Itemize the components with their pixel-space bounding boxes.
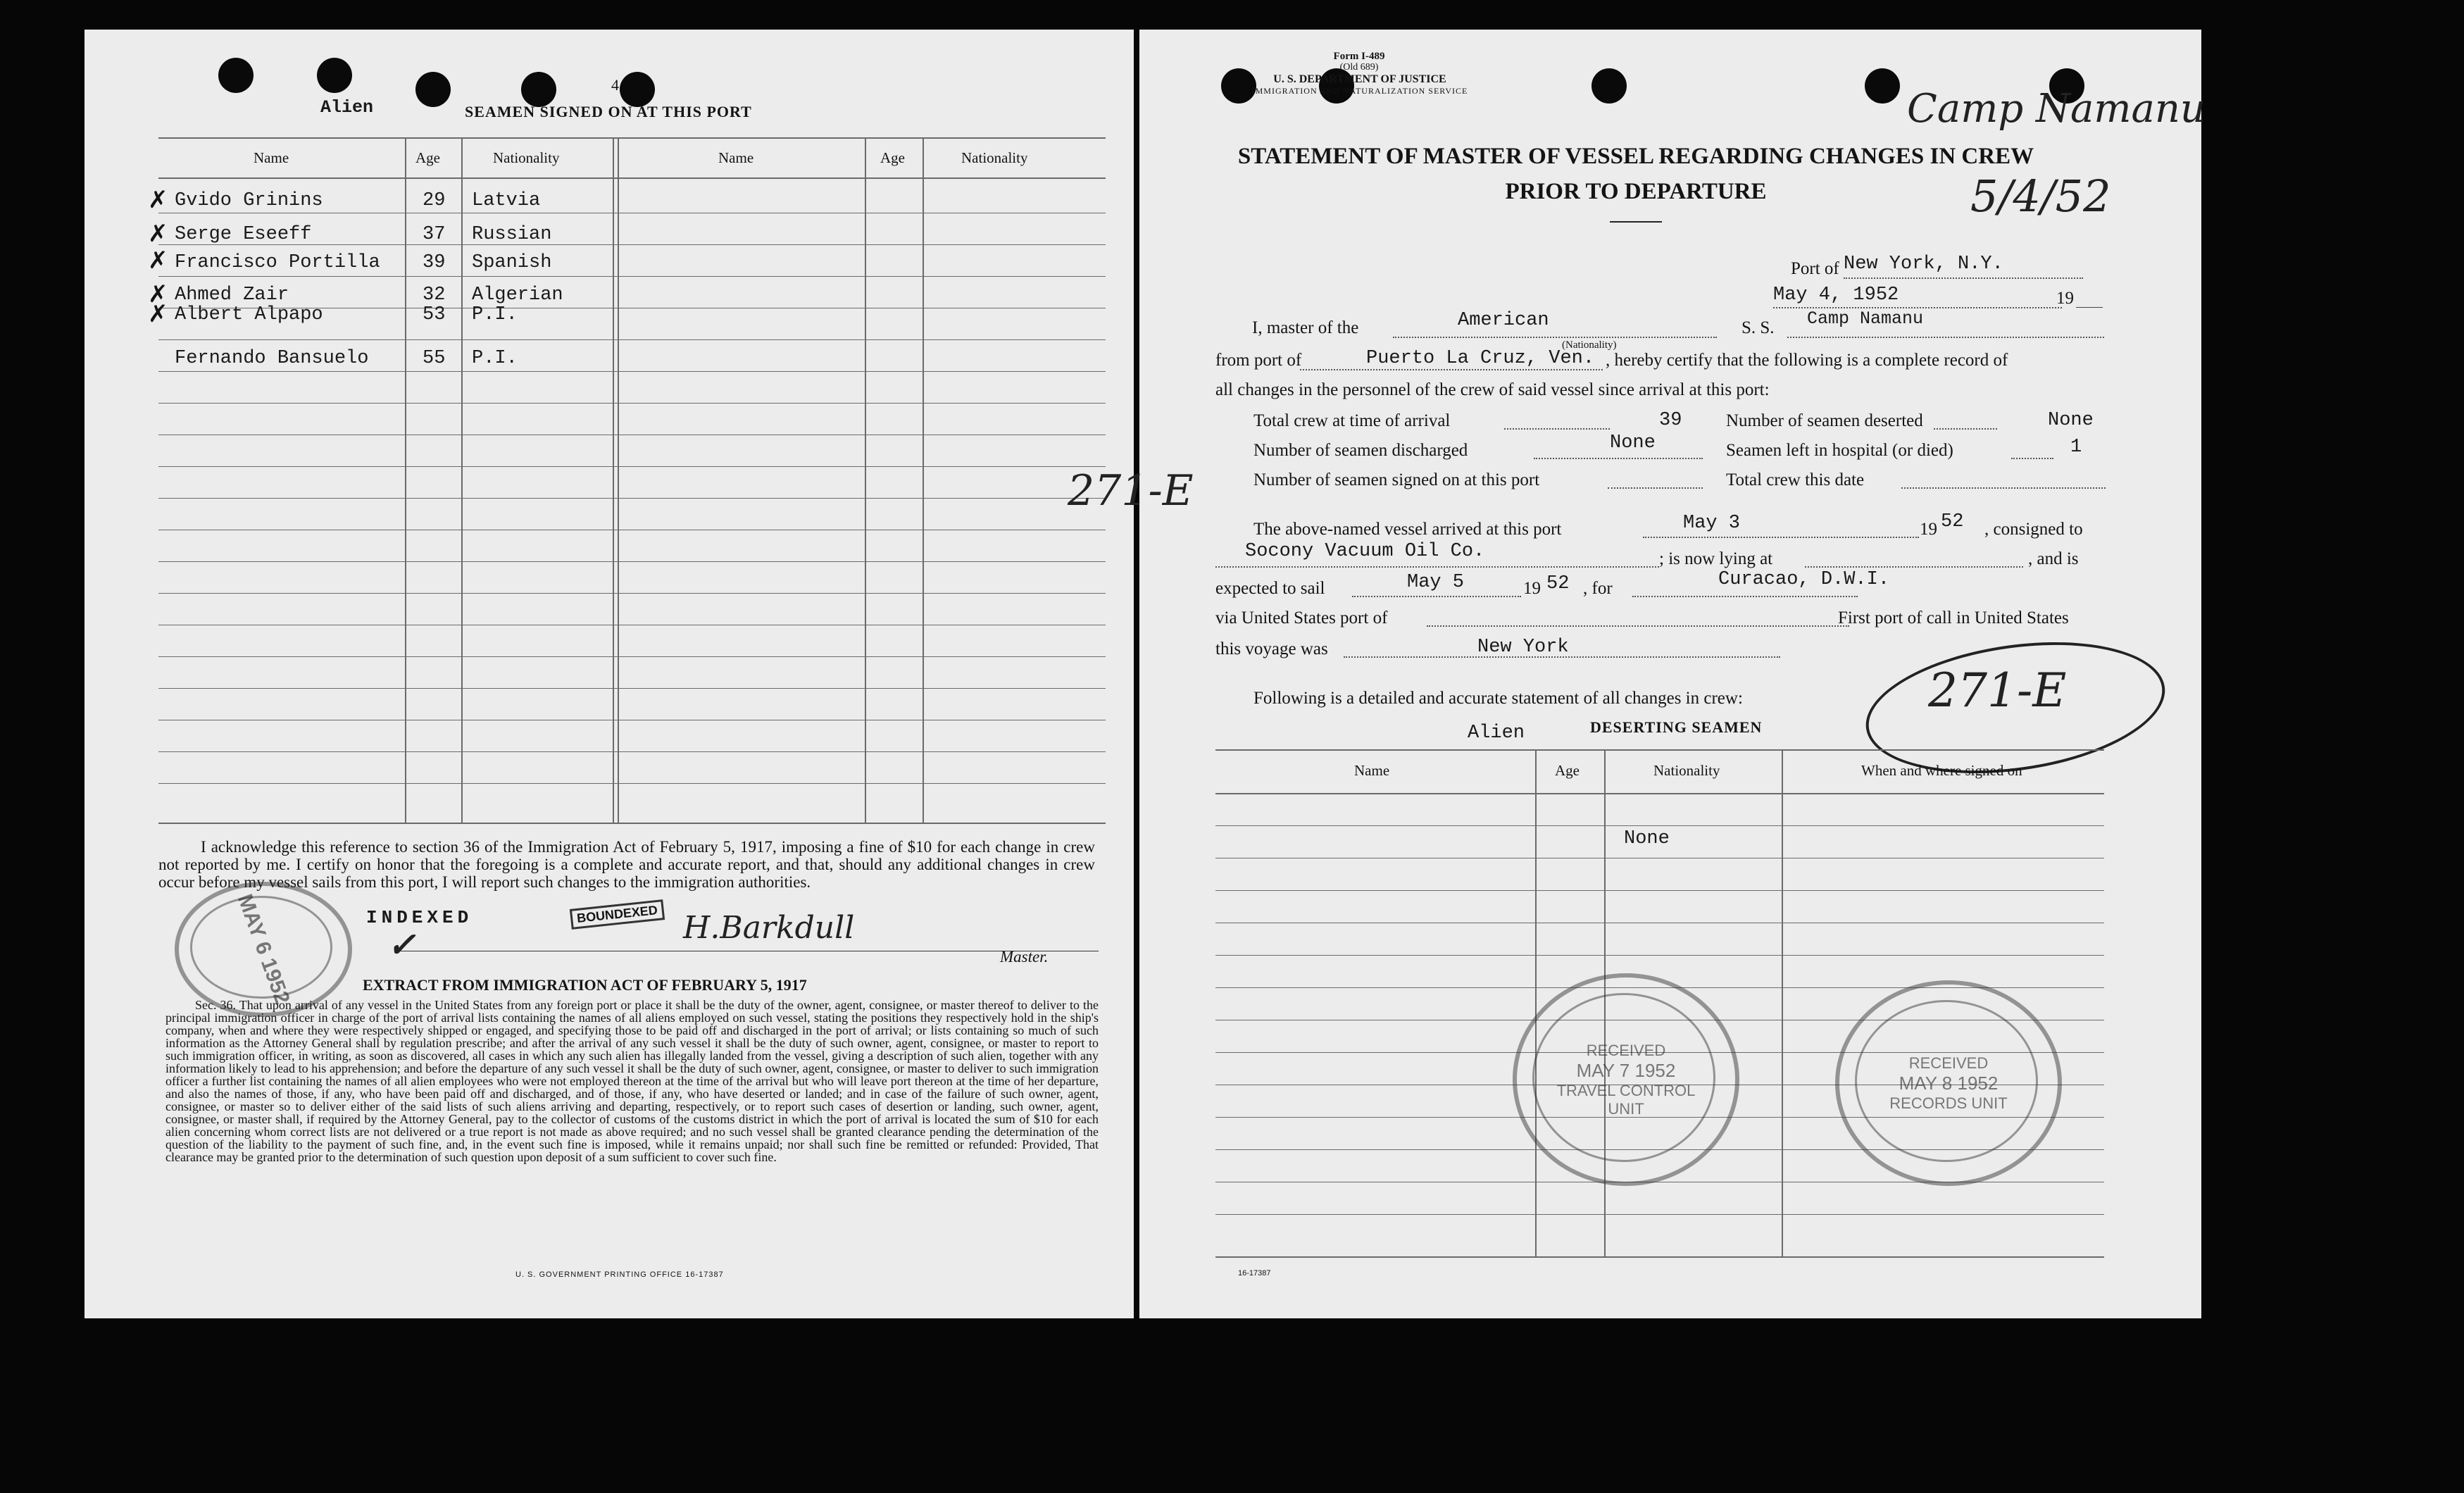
total-crew-date-label: Total crew this date <box>1726 470 1865 489</box>
row-2-age: 37 <box>423 224 446 245</box>
master-label: Master. <box>1000 948 1049 966</box>
voyage-value: New York <box>1477 637 1569 658</box>
deserting-table-bottom <box>1215 1256 2104 1258</box>
printing-code: 16-17387 <box>1238 1269 1271 1278</box>
ss-label: S. S. <box>1741 318 1775 337</box>
deserting-heading: DESERTING SEAMEN <box>1590 718 1763 736</box>
col-header-nationality: Nationality <box>1653 762 1720 779</box>
punch-hole <box>317 58 352 93</box>
form-number: Form I-489 <box>1333 51 1385 62</box>
signed-on-label: Number of seamen signed on at this port <box>1253 470 1540 489</box>
arrived-label: The above-named vessel arrived at this port <box>1253 520 1562 539</box>
records-unit-stamp <box>1835 980 2062 1186</box>
from-port-value: Puerto La Cruz, Ven. <box>1366 348 1595 369</box>
sail-label: expected to sail <box>1215 579 1325 598</box>
printing-office: U. S. GOVERNMENT PRINTING OFFICE 16-17387 <box>515 1270 724 1279</box>
col-header-name-2: Name <box>718 149 754 166</box>
extract-title: EXTRACT FROM IMMIGRATION ACT OF FEBRUARY 5, 1917 <box>363 976 807 994</box>
hospital-value: 1 <box>2070 437 2082 458</box>
stamp-line: RECEIVED <box>1586 1041 1666 1059</box>
row-2-nationality: Russian <box>472 224 552 245</box>
check-mark: ✗ <box>148 221 168 247</box>
deserted-label: Number of seamen deserted <box>1726 411 1923 430</box>
table-bottom-rule <box>158 823 1106 824</box>
sail-year-value: 52 <box>1546 573 1570 594</box>
table-heading: SEAMEN SIGNED ON AT THIS PORT <box>465 103 752 120</box>
row-4-name: Ahmed Zair <box>175 285 289 306</box>
margin-note: 271-E <box>1068 466 1194 516</box>
col-header-nationality-2: Nationality <box>961 149 1028 166</box>
deserted-value: None <box>2048 410 2094 431</box>
acknowledgement-text: I acknowledge this reference to section 36 of the Immigration Act of February 5, 1917, imposing a fine of $10 for each change in crew not reported by me. I certify on honor that the foregoing is a complete and accurate report, and that, should any additional changes in crew occur before my vessel sails from this port, I will report such changes to the immigration authorities. <box>158 838 1095 891</box>
row-6-nationality: P.I. <box>472 348 518 369</box>
deserting-header-rule <box>1215 793 2104 794</box>
punch-hole <box>1591 68 1627 104</box>
stamp-date: MAY 7 1952 <box>1576 1059 1676 1081</box>
row-5-age: 53 <box>423 304 446 325</box>
alien-label: Alien <box>1468 723 1525 744</box>
voyage-label: this voyage was <box>1215 639 1328 658</box>
check-mark: ✗ <box>148 282 168 308</box>
master-of-label: I, master of the <box>1252 318 1359 337</box>
indexed-stamp: INDEXED <box>366 907 473 928</box>
col-header-nationality: Nationality <box>493 149 560 166</box>
total-crew-arrival-label: Total crew at time of arrival <box>1253 411 1451 430</box>
stamp-date: MAY 8 1952 <box>1899 1072 1999 1094</box>
check-mark: ✗ <box>148 187 168 213</box>
col-header-age: Age <box>415 149 440 166</box>
year-prefix: 19 <box>2056 289 2074 308</box>
form-title-line1: STATEMENT OF MASTER OF VESSEL REGARDING CHANGES IN CREW <box>1237 144 2034 169</box>
form-title-line2: PRIOR TO DEPARTURE <box>1505 179 1767 204</box>
master-signature: H.Barkdull <box>683 910 855 946</box>
sail-year: 19 <box>1523 579 1541 598</box>
row-1-name: Gvido Grinins <box>175 190 323 211</box>
row-1-nationality: Latvia <box>472 190 541 211</box>
page-number: 4 <box>611 76 619 94</box>
handwritten-vessel-name: Camp Namanu <box>1907 86 2206 132</box>
total-crew-arrival-value: 39 <box>1659 410 1682 431</box>
punch-hole <box>415 72 451 107</box>
old-form-number: (Old 689) <box>1339 62 1379 73</box>
arrived-value: May 3 <box>1683 513 1741 534</box>
row-6-name: Fernando Bansuelo <box>175 348 369 369</box>
col-header-name: Name <box>254 149 289 166</box>
discharged-label: Number of seamen discharged <box>1253 441 1468 460</box>
following-text: Following is a detailed and accurate statement of all changes in crew: <box>1253 689 1743 708</box>
hospital-label: Seamen left in hospital (or died) <box>1726 441 1953 460</box>
row-2-name: Serge Eseeff <box>175 224 312 245</box>
row-6-age: 55 <box>423 348 446 369</box>
stamp-line: RECORDS UNIT <box>1889 1094 2008 1112</box>
via-label: via United States port of <box>1215 608 1388 627</box>
from-port-label: from port of <box>1215 351 1302 370</box>
ss-value: Camp Namanu <box>1807 308 1924 329</box>
punch-hole <box>620 72 655 107</box>
arrived-year-value: 52 <box>1941 511 1964 532</box>
for-label: , for <box>1583 579 1613 598</box>
date-value: May 4, 1952 <box>1773 285 1899 306</box>
check-mark: ✗ <box>148 248 168 274</box>
table-top-rule <box>158 137 1106 139</box>
stamp-date: MAY 6 1952 <box>233 891 294 1008</box>
stamp-line: TRAVEL CONTROL <box>1556 1081 1696 1099</box>
row-3-name: Francisco Portilla <box>175 252 380 273</box>
row-3-age: 39 <box>423 252 446 273</box>
discharged-value: None <box>1610 432 1656 454</box>
and-is-label: , and is <box>2028 549 2079 568</box>
boundexed-stamp: BOUNDEXED <box>570 899 665 930</box>
stamp-line: RECEIVED <box>1908 1054 1989 1072</box>
travel-control-stamp <box>1513 973 1739 1186</box>
stamp-line: UNIT <box>1608 1099 1644 1118</box>
first-port-label: First port of call in United States <box>1838 608 2069 627</box>
col-header-name: Name <box>1354 762 1390 779</box>
col-header-signed-on: When and where signed on <box>1861 762 2022 779</box>
port-value: New York, N.Y. <box>1844 254 2003 275</box>
destination-value: Curacao, D.W.I. <box>1718 569 1890 590</box>
header-rule <box>158 177 1106 179</box>
row-4-age: 32 <box>423 285 446 306</box>
all-changes-text: all changes in the personnel of the crew of said vessel since arrival at this port: <box>1215 380 1770 399</box>
row-3-nationality: Spanish <box>472 252 552 273</box>
row-5-name: Albert Alpapo <box>175 304 323 325</box>
row-1-age: 29 <box>423 190 446 211</box>
department: U. S. DEPARTMENT OF JUSTICE <box>1273 73 1446 85</box>
service: IMMIGRATION AND NATURALIZATION SERVICE <box>1251 86 1468 96</box>
alien-label: Alien <box>320 97 374 118</box>
nationality-caption: (Nationality) <box>1562 339 1617 351</box>
extract-text: Sec. 36. That upon arrival of any vessel in the United States from any foreign port or place it shall be the duty of the owner, agent, consignee, or master thereof to deliver to the principal immigration officer in charge of the port of arrival lists containing the names of all aliens employed on such vessel, stating the positions they respectively hold in the ship's company, when and where they were respectively shipped or engaged, and specifying those to be paid off and discharged in the port of arrival; or lists containing so much of such information as the Attorney General shall by regulation prescribe; and after the arrival of any such vessel it shall be the duty of such owner, agent, consignee, or master to report to such immigration officer, in writing, as soon as discovered, all cases in which any such alien has illegally landed from the vessel, giving a description of such alien, together with any information likely to lead to his apprehension; and before the departure of any such vessel it shall be the duty of such owner, agent, consignee, or master to deliver to such immigration officer a further list containing the names of all alien employees who were not employed thereon at the time of the arrival but who will leave port thereon at the time of her departure, and also the names of those, if any, who have been paid off and discharged, and of those, if any, who have deserted or landed; and in case of the failure of such owner, agent, consignee, or master so to deliver either of the said lists of such aliens arriving and departing, respectively, or to report such cases of desertion or landing, such owner, agent, consignee, or master shall, if required by the Attorney General, pay to the collector of customs of the customs district in which the port of arrival is located the sum of $10 for each alien concerning whom correct lists are not delivered or a true report is not made as above required; and no such vessel shall be granted clearance pending the determination of the question of the liability to the payment of such fine, and, in the event such fine is imposed, while it remains unpaid; nor shall such fine be remitted or refunded: Provided, That clearance may be granted prior to the determination of such question upon deposit of a sum sufficient to cover such fine. <box>165 998 1099 1164</box>
nationality-value: American <box>1458 310 1549 331</box>
consigned-label: , consigned to <box>1984 520 2083 539</box>
left-page <box>85 30 1134 1318</box>
deserting-table-top <box>1215 749 2104 751</box>
punch-hole <box>218 58 254 93</box>
lying-label: ; is now lying at <box>1659 549 1773 568</box>
circled-note: 271-E <box>1928 663 2067 718</box>
row-4-nationality: Algerian <box>472 285 563 306</box>
right-page <box>1068 30 2206 1318</box>
certify-text: , hereby certify that the following is a complete record of <box>1606 351 2008 370</box>
arrived-year: 19 <box>1920 520 1937 539</box>
row-5-nationality: P.I. <box>472 304 518 325</box>
deserting-none-entry: None <box>1624 828 1670 849</box>
check-mark: ✗ <box>148 301 168 327</box>
punch-hole <box>1865 68 1900 104</box>
col-header-age-2: Age <box>880 149 905 166</box>
handwritten-date: 5/4/52 <box>1970 170 2111 222</box>
port-label: Port of <box>1791 259 1839 278</box>
col-header-age: Age <box>1555 762 1580 779</box>
punch-hole <box>521 72 556 107</box>
sail-value: May 5 <box>1407 572 1465 593</box>
initials-mark: ✓ <box>387 925 416 965</box>
received-stamp <box>175 882 352 1017</box>
consignee-value: Socony Vacuum Oil Co. <box>1245 541 1485 562</box>
